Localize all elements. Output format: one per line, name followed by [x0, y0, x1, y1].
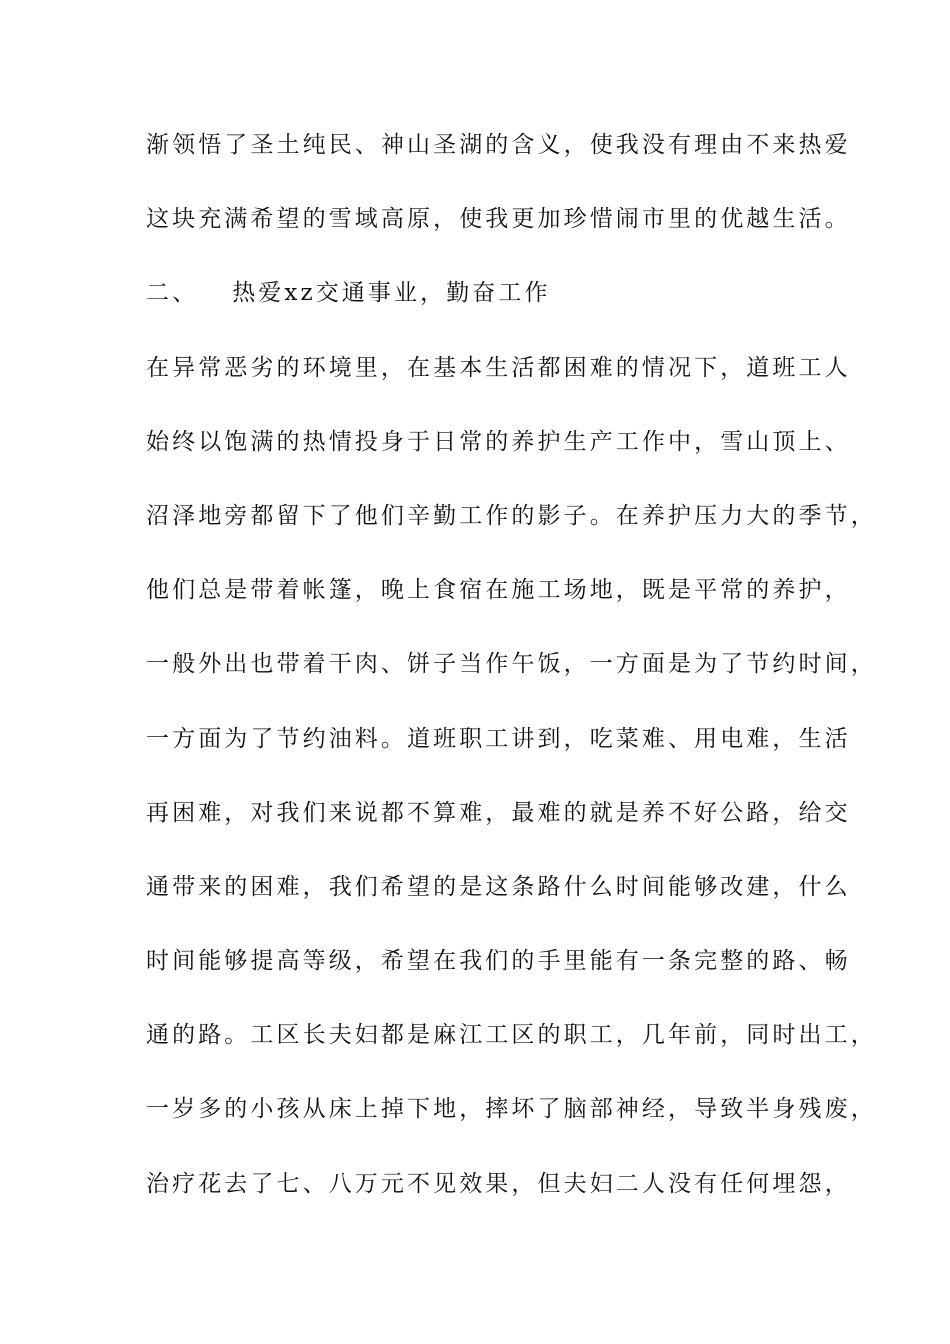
section-heading: [146, 279, 836, 307]
paragraph-line: 渐领悟了圣土纯民、神山圣湖的含义，使我没有理由不来热爱: [146, 132, 851, 158]
section-title: 热爱xz交通事业，勤奋工作: [232, 280, 551, 307]
section-number: 二、: [146, 280, 199, 307]
paragraph-line: 时间能够提高等级，希望在我们的手里能有一条完整的路、畅: [146, 948, 851, 975]
paragraph-line: 通带来的困难，我们希望的是这条路什么时间能够改建，什么: [146, 873, 851, 900]
paragraph-line: 通的路。工区长夫妇都是麻江工区的职工，几年前，同时出工，: [146, 1022, 877, 1049]
paragraph-line: 治疗花去了七、八万元不见效果，但夫妇二人没有任何埋怨，: [146, 1170, 851, 1197]
paragraph-line: 这块充满希望的雪域高原，使我更加珍惜闹市里的优越生活。: [146, 206, 851, 233]
paragraph-line: 一岁多的小孩从床上掉下地，摔坏了脑部神经，导致半身残废，: [146, 1096, 877, 1123]
paragraph-line: 始终以饱满的热情投身于日常的养护生产工作中，雪山顶上、: [146, 428, 851, 455]
paragraph-line: 一般外出也带着干肉、饼子当作午饭，一方面是为了节约时间，: [146, 651, 877, 678]
paragraph-line: 在异常恶劣的环境里，在基本生活都困难的情况下，道班工人: [146, 354, 851, 381]
document-body: [146, 131, 877, 1244]
paragraph-line: 一方面为了节约油料。道班职工讲到，吃菜难、用电难，生活: [146, 725, 851, 752]
paragraph-line: 他们总是带着帐篷，晚上食宿在施工场地，既是平常的养护，: [146, 577, 851, 604]
paragraph-line: 沼泽地旁都留下了他们辛勤工作的影子。在养护压力大的季节，: [146, 502, 877, 529]
paragraph-line: 再困难，对我们来说都不算难，最难的就是养不好公路，给交: [146, 799, 851, 826]
